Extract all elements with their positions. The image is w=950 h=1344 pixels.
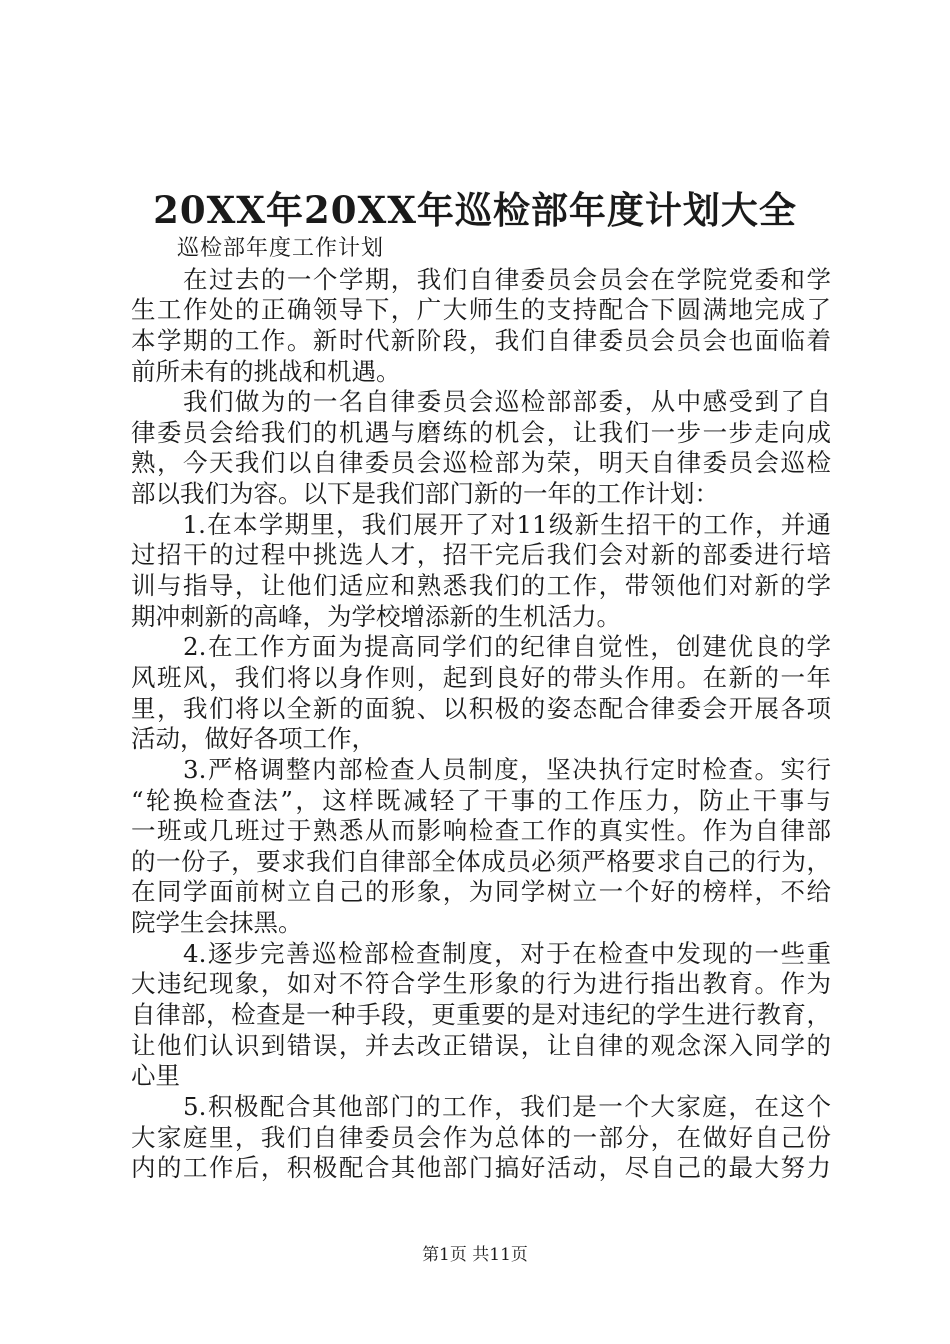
text-line: 训与指导，让他们适应和熟悉我们的工作，带领他们对新的学: [131, 571, 831, 601]
text-line: 过招干的过程中挑选人才，招干完后我们会对新的部委进行培: [131, 540, 831, 570]
text-line: 心里: [131, 1061, 180, 1091]
text-line: 大家庭里，我们自律委员会作为总体的一部分，在做好自己份: [131, 1122, 831, 1152]
text-line: 活动，做好各项工作，: [131, 724, 376, 754]
text-line: 2.在工作方面为提高同学们的纪律自觉性，创建优良的学: [131, 632, 831, 662]
document-title: 20XX年20XX年巡检部年度计划大全: [153, 188, 797, 232]
section-heading: 巡检部年度工作计划: [131, 236, 385, 261]
text-line: 部以我们为容。以下是我们部门新的一年的工作计划：: [131, 479, 719, 509]
text-line: 3.严格调整内部检查人员制度，坚决执行定时检查。实行: [131, 754, 831, 784]
text-line: 律委员会给我们的机遇与磨练的机会，让我们一步一步走向成: [131, 417, 831, 447]
text-line: 5.积极配合其他部门的工作，我们是一个大家庭，在这个: [131, 1091, 831, 1121]
page-footer: 第1页 共11页: [422, 1245, 528, 1265]
text-line: 1.在本学期里，我们展开了对11级新生招干的工作，并通: [131, 509, 831, 539]
text-line: 生工作处的正确领导下，广大师生的支持配合下圆满地完成了: [131, 295, 831, 325]
text-line: 里，我们将以全新的面貌、以积极的姿态配合律委会开展各项: [131, 693, 831, 723]
text-line: 大违纪现象，如对不符合学生形象的行为进行指出教育。作为: [131, 969, 831, 999]
text-line: 4.逐步完善巡检部检查制度，对于在检查中发现的一些重: [131, 938, 831, 968]
document-body: [131, 234, 831, 1184]
text-line: 在过去的一个学期，我们自律委员会员会在学院党委和学: [131, 264, 831, 294]
text-line: 内的工作后，积极配合其他部门搞好活动，尽自己的最大努力: [131, 1153, 831, 1183]
text-line: 自律部，检查是一种手段，更重要的是对违纪的学生进行教育，: [131, 1000, 831, 1030]
text-line: 一班或几班过于熟悉从而影响检查工作的真实性。作为自律部: [131, 816, 831, 846]
text-line: 本学期的工作。新时代新阶段，我们自律委员会员会也面临着: [131, 325, 831, 355]
text-line: 在同学面前树立自己的形象，为同学树立一个好的榜样，不给: [131, 877, 831, 907]
text-line: 熟，今天我们以自律委员会巡检部为荣，明天自律委员会巡检: [131, 448, 831, 478]
text-line: 院学生会抹黑。: [131, 908, 303, 938]
text-line: “轮换检查法”，这样既减轻了干事的工作压力，防止干事与: [131, 785, 831, 815]
text-line: 风班风，我们将以身作则，起到良好的带头作用。在新的一年: [131, 662, 831, 692]
text-line: 前所未有的挑战和机遇。: [131, 356, 401, 386]
text-line: 的一份子，要求我们自律部全体成员必须严格要求自己的行为，: [131, 846, 831, 876]
text-line: 让他们认识到错误，并去改正错误，让自律的观念深入同学的: [131, 1030, 831, 1060]
text-line: 期冲刺新的高峰，为学校增添新的生机活力。: [131, 601, 621, 631]
text-line: 我们做为的一名自律委员会巡检部部委，从中感受到了自: [131, 387, 831, 417]
